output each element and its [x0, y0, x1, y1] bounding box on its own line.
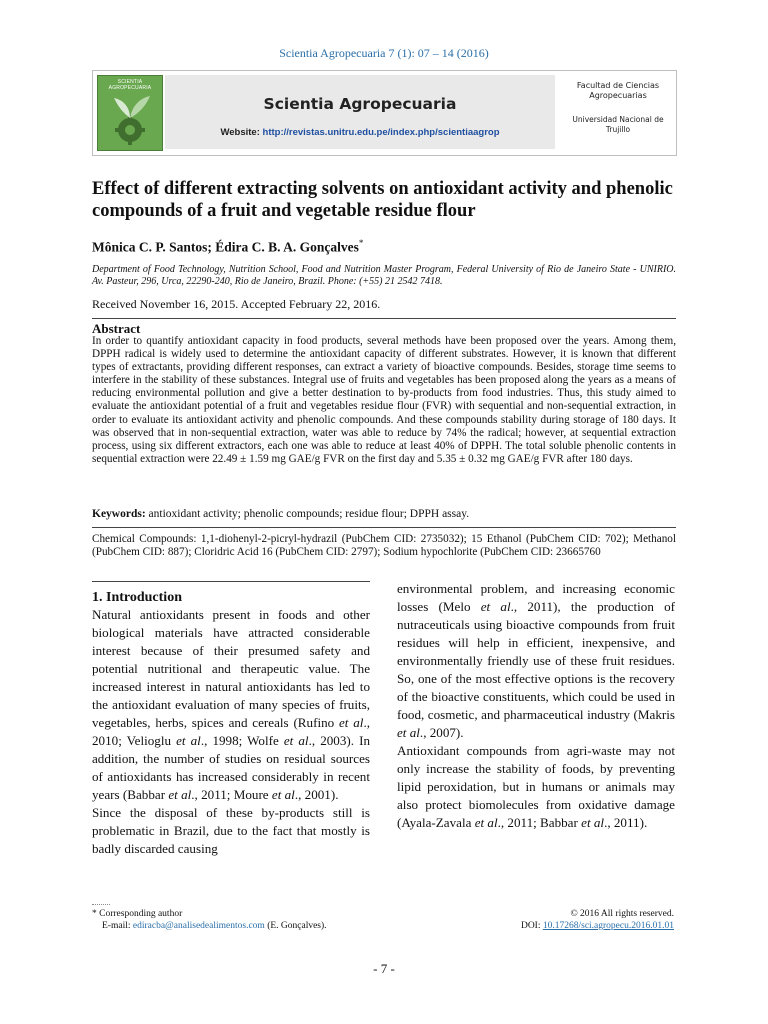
- received-dates: Received November 16, 2015. Accepted February 22, 2016.: [92, 297, 381, 311]
- body-paragraph: Since the disposal of these by-products still is problematic in Brazil, due to the fact that mostly is badly discarded causing: [92, 805, 370, 856]
- copyright: © 2016 All rights reserved.: [570, 909, 674, 919]
- website-link[interactable]: http://revistas.unitru.edu.pe/index.php/scientiaagrop: [262, 127, 500, 138]
- divider: [92, 581, 370, 582]
- journal-website: [165, 127, 555, 138]
- divider: [92, 318, 676, 319]
- corresponding-mark: *: [358, 238, 364, 248]
- chemical-compounds: Chemical Compounds: 1,1-diohenyl-2-picryl-hydrazil (PubChem CID: 2735032); 15 Ethanol (PubChem CID: 702); Methanol (PubChem CID: 887); Cloridric Acid 16 (PubChem CID: 2797); Sodium hypochlorite (PubChem CID: 23665760: [92, 533, 676, 559]
- divider: [92, 527, 676, 528]
- left-column: [92, 589, 370, 858]
- website-label: Website:: [220, 127, 260, 138]
- logo-text: SCIENTIA AGROPECUARIA: [108, 79, 152, 91]
- footnote-separator: [92, 904, 110, 905]
- right-column: [397, 580, 675, 832]
- abstract-heading: Abstract: [92, 321, 141, 336]
- abstract-text: In order to quantify antioxidant capacity in food products, several methods have been proposed over the years. Among them, DPPH radical is widely used to determine the antioxidant capacity of different substrates. However, it is known that different types of extractants, providing different responses, can extract a variety of bioactive compounds. Besides, storage time seems to interfere in the stability of these substances. Integral use of fruits and vegetables has been proposed along the years as a means of reducing environmental pollution and give a better destination to by-products from food industries. Thus, this study aimed to evaluate the antioxidant potential of a fruit and vegetables residue flour (FVR) with sequential and non-sequential extraction, in order to evaluate its antioxidant activity and phenolic compounds. And these compounds stability during storage of 180 days. It was observed that in non-sequential extraction, water was able to reduce by 74% the radical; however, at sequential extraction process, using six different extractors, each one was able to reduce at least 40% of DPPH. The total soluble phenolic contents in sequential extraction were 22.49 ± 1.59 mg GAE/g FVR on the first day and 5.35 ± 0.32 mg GAE/g FVR after 180 days.: [92, 335, 676, 465]
- body-paragraph: environmental problem, and increasing economic losses (Melo et al., 2011), the production of nutraceuticals using bioactive compounds from fruit residues will help in efficient, inexpensive, and environmentally friendly use of these fruit residues. So, one of the most effective options is the recovery of the bioactive constituents, which could be used in food, cosmetic, and pharmaceutical industry (Makris et al., 2007).: [397, 581, 675, 740]
- doi-line: [430, 920, 674, 932]
- doi-label: DOI:: [520, 921, 541, 931]
- email-label: E-mail:: [102, 921, 131, 931]
- email-line: [92, 920, 432, 932]
- section-heading: 1. Introduction: [92, 590, 182, 605]
- footnote-rights: [430, 908, 674, 932]
- publisher-block: [561, 81, 675, 135]
- email-name: (E. Gonçalves).: [267, 921, 327, 931]
- keywords-label: Keywords:: [92, 508, 146, 520]
- corresponding-author: * Corresponding author: [92, 909, 183, 919]
- author-names: Mônica C. P. Santos; Édira C. B. A. Gonçalves: [92, 239, 359, 255]
- authors: [92, 238, 363, 256]
- footnote-corresponding: [92, 908, 432, 932]
- article-title: Effect of different extracting solvents on antioxidant activity and phenolic compounds of a fruit and vegetable residue flour: [92, 179, 673, 221]
- journal-reference: Scientia Agropecuaria 7 (1): 07 – 14 (2016): [279, 46, 489, 60]
- affiliation: Department of Food Technology, Nutrition School, Food and Nutrition Master Program, Federal University of Rio de Janeiro State - UNIRIO. Av. Pasteur, 296, Urca, 22290-240, Rio de Janeiro, Brazil. Phone: (+55) 21 2542 7418.: [92, 264, 676, 287]
- doi-link[interactable]: 10.17268/sci.agropecu.2016.01.01: [542, 921, 674, 931]
- journal-header: [92, 70, 677, 156]
- email-link[interactable]: ediracba@analisedealimentos.com: [132, 921, 265, 931]
- body-paragraph: Natural antioxidants present in foods and other biological materials have attracted considerable interest because of their presumed safety and potential nutritional and therapeutic value. The increased interest in natural antioxidants has led to the antioxidant evaluation of many species of fruits, vegetables, herbs, spices and cereals (Rufino et al., 2010; Velioglu et al., 1998; Wolfe et al., 2003). In addition, the number of studies on residual sources of antioxidants has increased considerably in recent years (Babbar et al., 2011; Moure et al., 2001).: [92, 607, 370, 802]
- page-number: - 7 -: [373, 961, 395, 976]
- journal-logo: [97, 75, 163, 151]
- university-name: Universidad Nacional de Trujillo: [572, 115, 664, 134]
- keywords: [92, 508, 676, 520]
- journal-name: Scientia Agropecuaria: [263, 95, 457, 113]
- faculty-name: Facultad de Ciencias Agropecuarias: [576, 81, 660, 100]
- plant-gear-icon: [104, 90, 156, 146]
- journal-banner: [165, 75, 555, 149]
- keywords-text: antioxidant activity; phenolic compounds; residue flour; DPPH assay.: [148, 508, 470, 520]
- body-paragraph: Antioxidant compounds from agri-waste may not only increase the stability of foods, by preventing lipid peroxidation, but in humans or animals may also protect biomolecules from oxidative damage (Ayala-Zavala et al., 2011; Babbar et al., 2011).: [397, 743, 675, 830]
